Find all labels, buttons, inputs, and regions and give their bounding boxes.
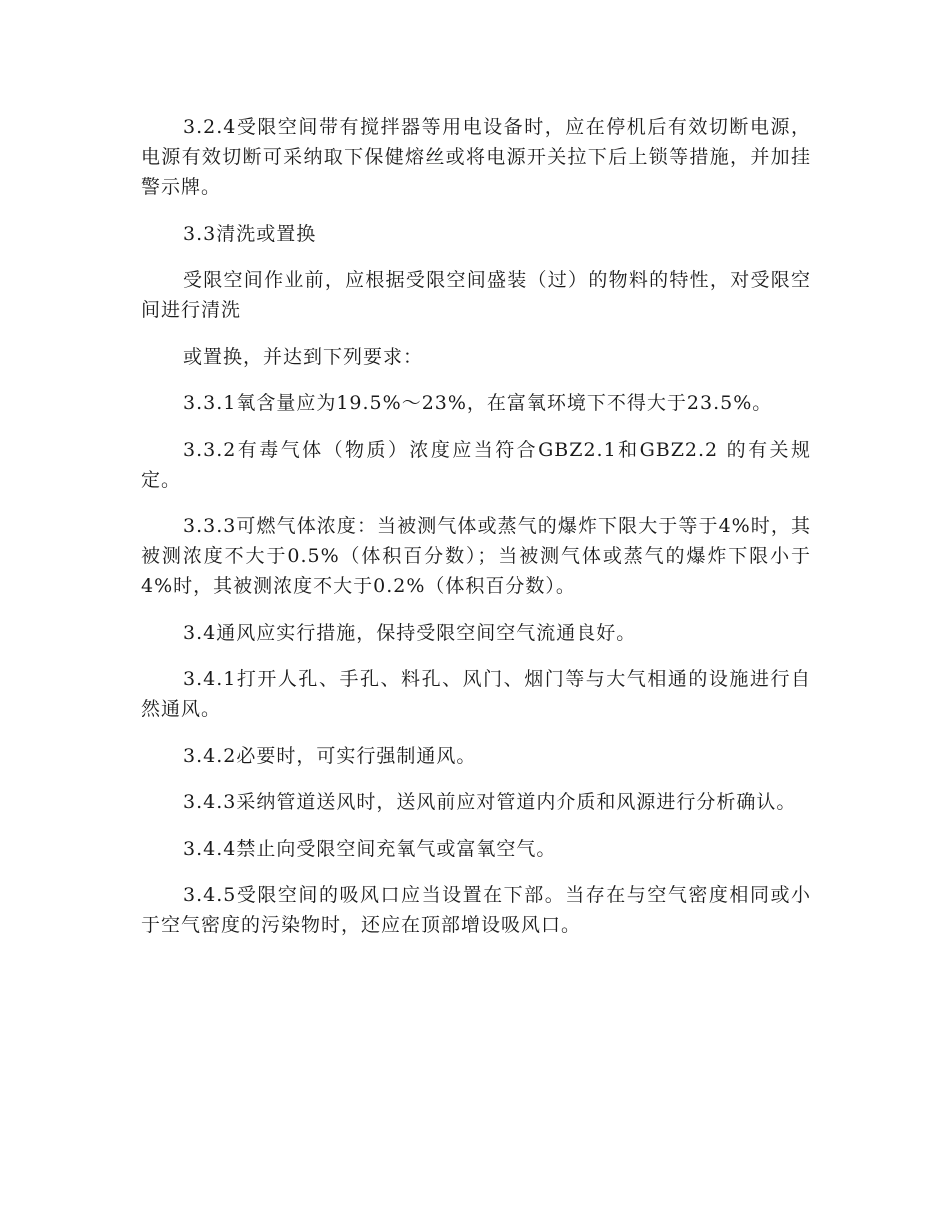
section-heading-3-4: 3.4通风应实行措施，保持受限空间空气流通良好。 xyxy=(183,621,637,644)
paragraph-3-4-4: 3.4.4禁止向受限空间充氧气或富氧空气。 xyxy=(183,837,557,860)
paragraph-3-3-1: 3.3.1氧含量应为19.5%～23%，在富氧环境下不得大于23.5%。 xyxy=(183,392,773,414)
paragraph-3-4-1: 3.4.1打开人孔、手孔、料孔、风门、烟门等与大气相通的设施进行自然通风。 xyxy=(141,668,811,720)
paragraph-3-3-intro-continued: 或置换，并达到下列要求： xyxy=(183,345,424,368)
paragraph-3-3-3: 3.3.3可燃气体浓度：当被测气体或蒸气的爆炸下限大于等于4%时，其被测浓度不大于0.5%（体积百分数）；当被测气体或蒸气的爆炸下限小于4%时，其被测浓度不大于0.2%（体积百分数）。 xyxy=(141,515,811,597)
paragraph-3-3-2: 3.3.2有毒气体（物质）浓度应当符合GBZ2.1和GBZ2.2 的有关规定。 xyxy=(141,438,811,491)
paragraph-3-3-intro: 受限空间作业前，应根据受限空间盛装（过）的物料的特性，对受限空间进行清洗 xyxy=(141,269,811,321)
paragraph-3-4-3: 3.4.3采纳管道送风时，送风前应对管道内介质和风源进行分析确认。 xyxy=(183,791,797,813)
paragraph-3-2-4: 3.2.4受限空间带有搅拌器等用电设备时，应在停机后有效切断电源，电源有效切断可采纳取下保健熔丝或将电源开关拉下后上锁等措施，并加挂警示牌。 xyxy=(141,116,811,198)
section-heading-3-3: 3.3清洗或置换 xyxy=(183,222,317,245)
document-body xyxy=(141,112,811,957)
paragraph-3-4-5: 3.4.5受限空间的吸风口应当设置在下部。当存在与空气密度相同或小于空气密度的污染物时，还应在顶部增设吸风口。 xyxy=(141,884,811,936)
paragraph-3-4-2: 3.4.2必要时，可实行强制通风。 xyxy=(183,744,477,767)
